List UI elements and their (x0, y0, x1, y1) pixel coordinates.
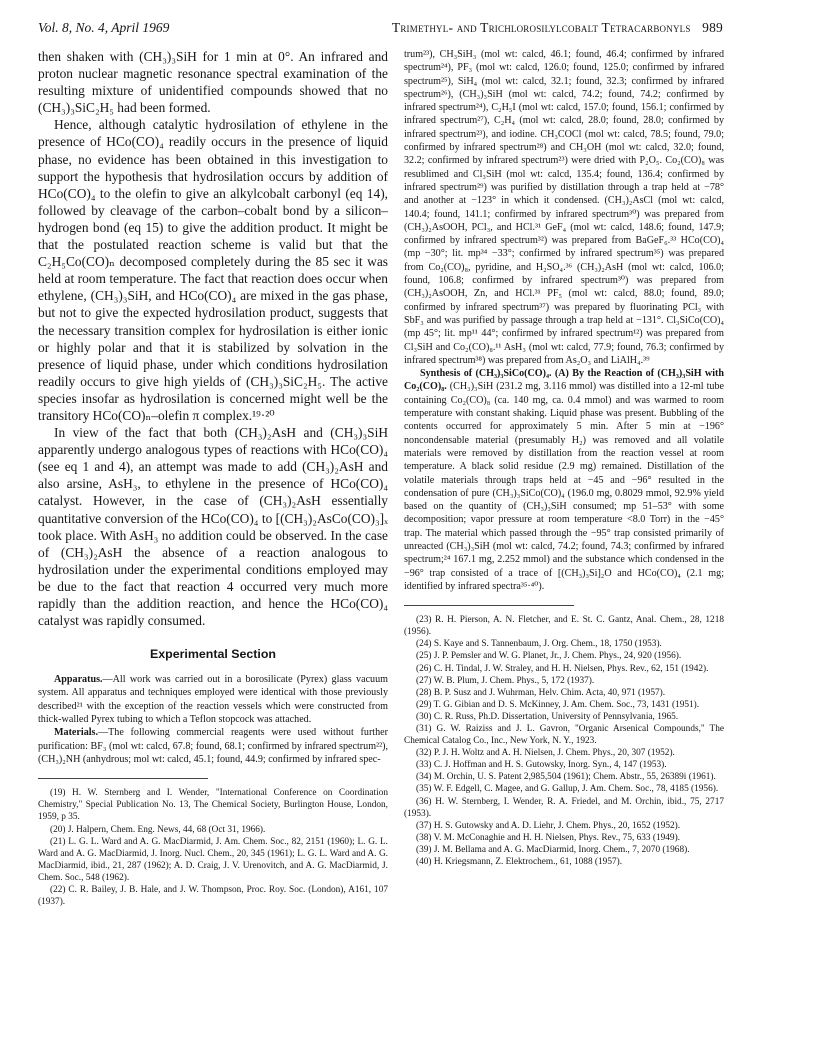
page-number: 989 (702, 20, 723, 35)
apparatus-text: —All work was carried out in a borosilicate (Pyrex) glass vacuum system. All apparatus and techniques employed were identical with those previously described²¹ with the exception of the reaction vessels which were constructed from thick-walled Pyrex tubing to which a Teflon stopcock was attached. (38, 674, 388, 726)
reference-30: (30) C. R. Russ, Ph.D. Dissertation, University of Pennsylvania, 1965. (416, 711, 679, 722)
reference-32: (32) P. J. H. Woltz and A. H. Nielsen, J. Chem. Phys., 20, 307 (1952). (416, 748, 675, 759)
footnote-divider (38, 778, 208, 779)
body-paragraph-2: Hence, although catalytic hydrosilation of ethylene in the presence of HCo(CO)₄ readily occurs in the presence of liquid phase, no evidence has been obtained in this investigation to support the hypothesis that hydrosilation occurs by addition of HCo(CO)₄ to the olefin to give an alkylcobalt carbonyl (eq 14), followed by cleavage of the carbon–cobalt bond by a silicon–hydrogen bond (eq 15) to give the addition product. It might be that the postulated reaction scheme is valid but that the C₂H₅Co(CO)ₙ decomposed completely during the 85 sec it was held at room temperature. The fact that reaction does occur when ethylene, (CH₃)₃SiH, and HCo(CO)₄ are mixed in the gas phase, but not to give the expected hydrosilation product, suggests that the necessary transition complex for hydrosilation is either ionic or highly polar and that it is stabilized by solvation in the presence of liquid phase, under which conditions hydrosilation readily occurs to give high yields of (CH₃)₃SiC₂H₅. The active species insofar as hydrosilation is concerned might well be the transitory HCo(CO)ₙ–olefin π complex.¹⁹·²⁰ (38, 117, 388, 423)
reference-27: (27) W. B. Plum, J. Chem. Phys., 5, 172 (1937). (416, 675, 595, 686)
reference-35: (35) W. F. Edgell, C. Magee, and G. Gallup, J. Am. Chem. Soc., 78, 4185 (1956). (416, 784, 719, 795)
section-title-experimental: Experimental Section (149, 647, 276, 662)
running-header (38, 20, 723, 38)
apparatus-paragraph (38, 673, 388, 726)
apparatus-heading: Apparatus. (54, 674, 103, 686)
reference-36: (36) H. W. Sternberg, I. Wender, R. A. Friedel, and M. Orchin, ibid., 75, 2717 (1953). (404, 796, 724, 819)
reference-40: (40) H. Kriegsmann, Z. Elektrochem., 61, 1088 (1957). (416, 857, 623, 868)
reference-33: (33) C. J. Hoffman and H. S. Gutowsky, Inorg. Syn., 4, 147 (1953). (416, 760, 667, 771)
footnotes-left (38, 787, 388, 908)
footnote-21: (21) L. G. L. Ward and A. G. MacDiarmid, J. Am. Chem. Soc., 82, 2151 (1960); L. G. L. Ward and A. G. MacDiarmid, J. Inorg. Nucl. Chem., 20, 345 (1961); L. G. L. Ward and A. G. MacDiarmid, ibid., 21, 287 (1962); A. D. Craig, J. V. Urenovitch, and A. G. MacDiarmid, J. Chem. Soc., 548 (1962). (38, 836, 388, 883)
running-title-block (392, 20, 723, 36)
body-paragraph-1: then shaken with (CH₃)₃SiH for 1 min at 0°. An infrared and proton nuclear magnetic resonance spectral examination of the resulting mixture of unidentified compounds showed that no (CH₃)₃SiC₂H₅ had been formed. (38, 49, 388, 116)
reference-34: (34) M. Orchin, U. S. Patent 2,985,504 (1961); Chem. Abstr., 55, 26389i (1961). (416, 772, 716, 783)
footnote-19: (19) H. W. Sternberg and I. Wender, "International Conference on Coordination Chemistry," Special Publication No. 13, The Chemical Society, Burlington House, London, 1959, p 35. (38, 788, 388, 823)
materials-continuation: trum²³), CH₃SiH₃ (mol wt: calcd, 46.1; found, 46.4; confirmed by infrared spectrum²⁴), PF₃ (mol wt: calcd, 126.0; found, 125.0; confirmed by infrared spectrum²⁵), SiH₄ (mol wt: calcd, 32.1; found, 32.3; confirmed by infrared spectrum²⁶), (CH₃)₃SiH (mol wt: calcd, 74.2; found, 74.2; confirmed by infrared spectrum²⁴), C₂H₅I (mol wt: calcd, 157.0; found, 156.1; confirmed by infrared spectrum²⁷), C₂H₄ (mol wt: calcd, 28.0; found, 28.0; confirmed by infrared spectrum²³), and iodine. CH₃COCl (mol wt: calcd, 78.5; found, 79.0; confirmed by infrared spectrum²⁸) and CH₃OH (mol wt: calcd, 32.0; found, 32.2; confirmed by infrared spectrum²³) were dried with P₂O₅. Co₂(CO)₈ was resublimed and Cl₃SiH (mol wt: calcd, 135.4; found, 136.4; confirmed by infrared spectrum²⁹) was purified by distillation through a trap held at −78° and another at −123° in which it condensed. (CH₃)₂AsCl (mol wt: calcd, 140.4; found, 141.1; confirmed by infrared spectrum³⁰) was prepared from (CH₃)₂AsOOH, PCl₃, and HCl.³¹ GeF₄ (mol wt: calcd, 148.6; found, 147.9; confirmed by infrared spectrum³²) was prepared from BaGeF₆.³³ HCo(CO)₄ (mp −30°; lit. mp³⁴ −33°; confirmed by infrared spectrum³⁵) was prepared from Co₂(CO)₈, pyridine, and H₂SO₄.³⁶ (CH₃)₂AsH (mol wt: calcd, 106.0; found, 106.8; confirmed by infrared spectrum³⁰) was prepared from (CH₃)₂AsOOH, Zn, and HCl.³¹ PF₅ (mol wt: calcd, 88.0; found, 89.0; confirmed by infrared spectrum³⁷) was prepared by fluorinating PCl₃ with SbF₃ and was purified by passage through a trap held at −131°. Cl₃SiCo(CO)₄ (mp 45°; lit. mp¹¹ 44°; confirmed by infrared spectrum¹²) was prepared from Cl₃SiH and Co₂(CO)₈.¹¹ AsH₃ (mol wt: calcd, 77.9; found, 76.3; confirmed by infrared spectrum³⁸) was prepared from As₂O₃ and LiAlH₄.³⁹ (404, 49, 724, 366)
journal-issue: Vol. 8, No. 4, April 1969 (38, 20, 170, 35)
materials-paragraph (38, 726, 388, 766)
synthesis-heading: Synthesis of (CH₃)₃SiCo(CO)₄. (A) By the Reaction of (CH₃)₃SiH with Co₂(CO)₈. (404, 368, 724, 393)
reference-26: (26) C. H. Tindal, J. W. Straley, and H. H. Nielsen, Phys. Rev., 62, 151 (1942). (416, 663, 709, 674)
synthesis-paragraph (404, 367, 724, 593)
footnote-22: (22) C. R. Bailey, J. B. Hale, and J. W. Thompson, Proc. Roy. Soc. (London), A161, 107 (1937). (38, 885, 388, 908)
reference-24: (24) S. Kaye and S. Tannenbaum, J. Org. Chem., 18, 1750 (1953). (416, 639, 662, 650)
left-column (38, 48, 388, 908)
right-column (404, 48, 724, 868)
reference-25: (25) J. P. Pemsler and W. G. Planet, Jr., J. Chem. Phys., 24, 920 (1956). (416, 651, 682, 662)
footnote-20: (20) J. Halpern, Chem. Eng. News, 44, 68 (Oct 31, 1966). (50, 824, 266, 835)
reference-37: (37) H. S. Gutowsky and A. D. Liehr, J. Chem. Phys., 20, 1652 (1952). (416, 820, 681, 831)
reference-38: (38) V. M. McConaghie and H. H. Nielsen, Phys. Rev., 75, 633 (1949). (416, 832, 680, 843)
synthesis-text: (CH₃)₃SiH (231.2 mg, 3.116 mmol) was distilled into a 12-ml tube containing Co₂(CO)₈ (ca. 140 mg, ca. 0.4 mmol) and was warmed to room temperature with constant shaking. Liquid phase was present. Bubbling of the contents occurred for approximately 5 min. After 5 min at −196° noncondensable material (presumably H₂) was removed and all volatile materials were removed by distillation from the reaction vessel at room temperature. A black solid residue (2.9 mg) remained. Distillation of the volatile materials through traps held at −45 and −96° resulted in the condensation of pure (CH₃)₃SiCo(CO)₄ (196.0 mg, 0.8029 mmol, 92.9% yield based on the quantity of (CH₃)₃SiH consumed; mp 51–53° with some decomposition; vapor pressure at room temperature <8.0 Torr) in the −45° trap. The material which passed through the −95° trap consisted primarily of unreacted (CH₃)₃SiH (mol wt: calcd, 74.2; found, 74.3; confirmed by infrared spectrum;²⁴ 167.1 mg, 2.252 mmol) and the substance which condensed in the −96° trap consisted of a trace of [(CH₃)₃Si]₂O and HCo(CO)₄ (2.1 mg; identified by infrared spectra³⁵·⁴⁰). (404, 381, 724, 592)
reference-39: (39) J. M. Bellama and A. G. MacDiarmid, Inorg. Chem., 7, 2070 (1968). (416, 844, 690, 855)
references-right (404, 614, 724, 868)
running-title: Trimethyl- and Trichlorosilylcobalt Tetracarbonyls (391, 20, 691, 35)
reference-23: (23) R. H. Pierson, A. N. Fletcher, and E. St. C. Gantz, Anal. Chem., 28, 1218 (1956). (404, 615, 724, 638)
materials-text: —The following commercial reagents were used without further purification: BF₃ (mol wt: calcd, 67.8; found, 68.1; confirmed by infrared spectrum²²), (CH₃)₂NH (anhydrous; mol wt: calcd, 45.1; found, 44.9; confirmed by infrared spec- (38, 727, 388, 765)
body-paragraph-3: In view of the fact that both (CH₃)₂AsH and (CH₃)₃SiH apparently undergo analogous types of reactions with HCo(CO)₄ (see eq 1 and 4), an attempt was made to add (CH₃)₂AsH and also arsine, AsH₃, to ethylene in the presence of HCo(CO)₄ catalyst. However, in the case of (CH₃)₂AsH essentially quantitative conversion of the HCo(CO)₄ to [(CH₃)₂AsCo(CO)₃]ₓ took place. With AsH₃ no addition could be observed. In the case of (CH₃)₂AsH the absence of a reaction analogous to hydrosilation under the experimental conditions employed may be due to the fact that reaction 4 occurred very much more rapidly than the addition reaction, and hence the HCo(CO)₄ catalyst was rapidly consumed. (38, 425, 388, 629)
footnote-divider-right (404, 605, 574, 606)
reference-31: (31) G. W. Raiziss and J. L. Gavron, "Organic Arsenical Compounds," The Chemical Catalog Co., Inc., New York, N. Y., 1923. (404, 724, 724, 747)
reference-28: (28) B. P. Susz and J. Wuhrman, Helv. Chim. Acta, 40, 971 (1957). (416, 687, 666, 698)
materials-heading: Materials. (54, 727, 99, 739)
reference-29: (29) T. G. Gibian and D. S. McKinney, J. Am. Chem. Soc., 73, 1431 (1951). (416, 699, 700, 710)
